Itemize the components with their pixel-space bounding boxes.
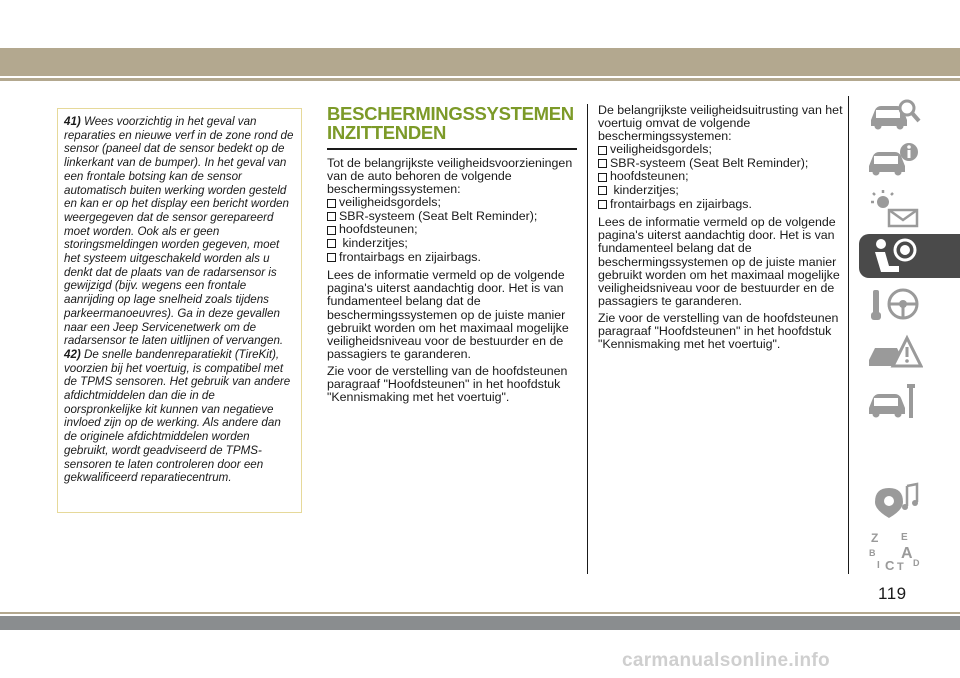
tab-safety[interactable] [859, 234, 960, 278]
note-42-number: 42) [64, 347, 81, 361]
note-42-text: De snelle bandenreparatiekit (TireKit), voorzien bij het voertuig, is compatibel met de TPMS sensoren. Het gebruik van andere afdichtmiddelen dan die in de oorspronkelijke kit kunnen van negatieve invloed zijn op de werking. Als andere dan de originele afdichtmiddelen worden gebruikt, wordt geadviseerd de TPMS-sensoren te laten controleren door een gekwalificeerd reparatiecentrum. [64, 347, 291, 485]
note-42 [64, 348, 295, 485]
car-search-icon [867, 94, 923, 134]
list-item-text: kinderzitjes; [610, 183, 679, 198]
list-item [598, 198, 852, 212]
heading-rule [327, 148, 577, 150]
list-item [327, 196, 577, 210]
bottom-bar-line [0, 612, 960, 614]
watermark: carmanualsonline.info [622, 650, 830, 671]
checkbox-icon [327, 199, 336, 208]
svg-text:Z: Z [871, 531, 879, 545]
checkbox-icon [598, 200, 607, 209]
steering-wheel-icon [867, 284, 923, 324]
protection-list [327, 196, 577, 264]
top-bar [0, 48, 960, 76]
tab-service[interactable] [859, 380, 960, 424]
headrest-paragraph: Zie voor de verstelling van de hoofdsteunen paragraaf "Hoofdsteunen" in het hoofdstuk "Kennismaking met het voertuig". [598, 310, 839, 352]
note-41 [64, 115, 295, 348]
list-item [327, 210, 577, 224]
note-41-number: 41) [64, 115, 81, 128]
list-item [598, 143, 852, 157]
svg-text:T: T [897, 561, 904, 572]
list-item-text: veiligheidsgordels; [610, 142, 712, 157]
headrest-paragraph: Zie voor de verstelling van de hoofdsteunen paragraaf "Hoofdsteunen" in het hoofdstuk "Kennismaking met het voertuig". [327, 363, 568, 405]
column-right [598, 104, 852, 355]
list-item-text: SBR-systeem (Seat Belt Reminder); [610, 155, 809, 170]
intro-text: De belangrijkste veiligheidsuitrusting van het voertuig omvat de volgende beschermingssystemen: [598, 103, 843, 144]
tab-emergency[interactable] [859, 330, 960, 374]
svg-text:I: I [877, 560, 880, 571]
list-item-text: hoofdsteunen; [339, 222, 418, 237]
list-item-text: frontairbags en zijairbags. [339, 249, 481, 264]
list-item [598, 157, 852, 171]
svg-text:B: B [869, 548, 876, 558]
info-paragraph: Lees de informatie vermeld op de volgende pagina's uiterst aandachtig door. Het is van fundamenteel belang dat de beschermingssystemen op de juiste manier gebruikt worden om het maximaal mogelijke veiligheidsniveau voor de bestuurder en de passagiers te garanderen. [327, 268, 569, 361]
notes-box [57, 108, 302, 513]
tab-driving[interactable] [859, 282, 960, 326]
index-icon [867, 528, 923, 572]
checkbox-icon [327, 212, 336, 221]
column-divider [587, 104, 588, 574]
checkbox-icon [598, 186, 607, 195]
checkbox-icon [327, 253, 336, 262]
checkbox-icon [598, 146, 607, 155]
intro-text: Tot de belangrijkste veiligheidsvoorzieningen van de auto behoren de volgende beschermingssystemen: [327, 156, 573, 197]
top-bar-line [0, 78, 960, 81]
list-item-text: frontairbags en zijairbags. [610, 196, 752, 211]
tab-warning-lights[interactable] [859, 186, 960, 230]
list-item [598, 184, 852, 198]
list-item-text: SBR-systeem (Seat Belt Reminder); [339, 208, 538, 223]
list-item-text: kinderzitjes; [339, 236, 408, 251]
svg-text:E: E [901, 532, 908, 543]
tab-car-info[interactable] [859, 138, 960, 182]
info-paragraph: Lees de informatie vermeld op de volgende pagina's uiterst aandachtig door. Het is van fundamenteel belang dat de beschermingssystemen op de juiste manier gebruikt worden om het maximaal mogelijke veiligheidsniveau voor de bestuurder en de passagiers te garanderen. [598, 215, 840, 308]
tab-index[interactable] [859, 528, 960, 572]
protection-list [598, 143, 852, 211]
list-item-text: hoofdsteunen; [610, 169, 689, 184]
column-middle [327, 104, 577, 408]
tab-multimedia[interactable] [859, 478, 960, 522]
sidebar-divider [848, 96, 849, 574]
road-warning-icon [867, 332, 923, 372]
page-number: 119 [878, 584, 907, 603]
warning-light-icon [867, 188, 923, 228]
section-heading: BESCHERMINGSSYSTEMEN INZITTENDEN [327, 103, 574, 143]
seat-airbag-icon [867, 236, 923, 276]
note-41-text: Wees voorzichtig in het geval van reparaties en nieuwe verf in de zone rond de sensor (paneel dat de sensor bedekt op de linkerkant van de bumper). In het geval van een frontale botsing kan de sensor automatisch buiten werking worden gesteld en kan er op het display een bericht worden weergegeven dat de sensor gerepareerd moet worden. Ook als er geen storingsmeldingen worden gegeven, moet het systeem uitgeschakeld worden als u denkt dat de plaats van de radarsensor is gewijzigd (bijv. wegens een frontale aanrijding op lage snelheid zoals tijdens parkeermanoeuvres). Ga in deze gevallen naar een Jeep Servicenetwerk om de radarsensor te laten uitlijnen of vervangen. [64, 115, 294, 348]
tab-car-search[interactable] [859, 92, 960, 136]
checkbox-icon [598, 159, 607, 168]
list-item [598, 170, 852, 184]
svg-text:D: D [913, 558, 920, 568]
car-service-icon [867, 382, 923, 422]
svg-text:C: C [885, 558, 895, 572]
checkbox-icon [598, 173, 607, 182]
svg-text:A: A [901, 545, 913, 562]
list-item [327, 251, 577, 265]
list-item-text: veiligheidsgordels; [339, 195, 441, 210]
list-item [327, 223, 577, 237]
multimedia-icon [867, 480, 923, 520]
bottom-bar [0, 616, 960, 630]
checkbox-icon [327, 239, 336, 248]
checkbox-icon [327, 226, 336, 235]
list-item [327, 237, 577, 251]
car-info-icon [867, 140, 923, 180]
